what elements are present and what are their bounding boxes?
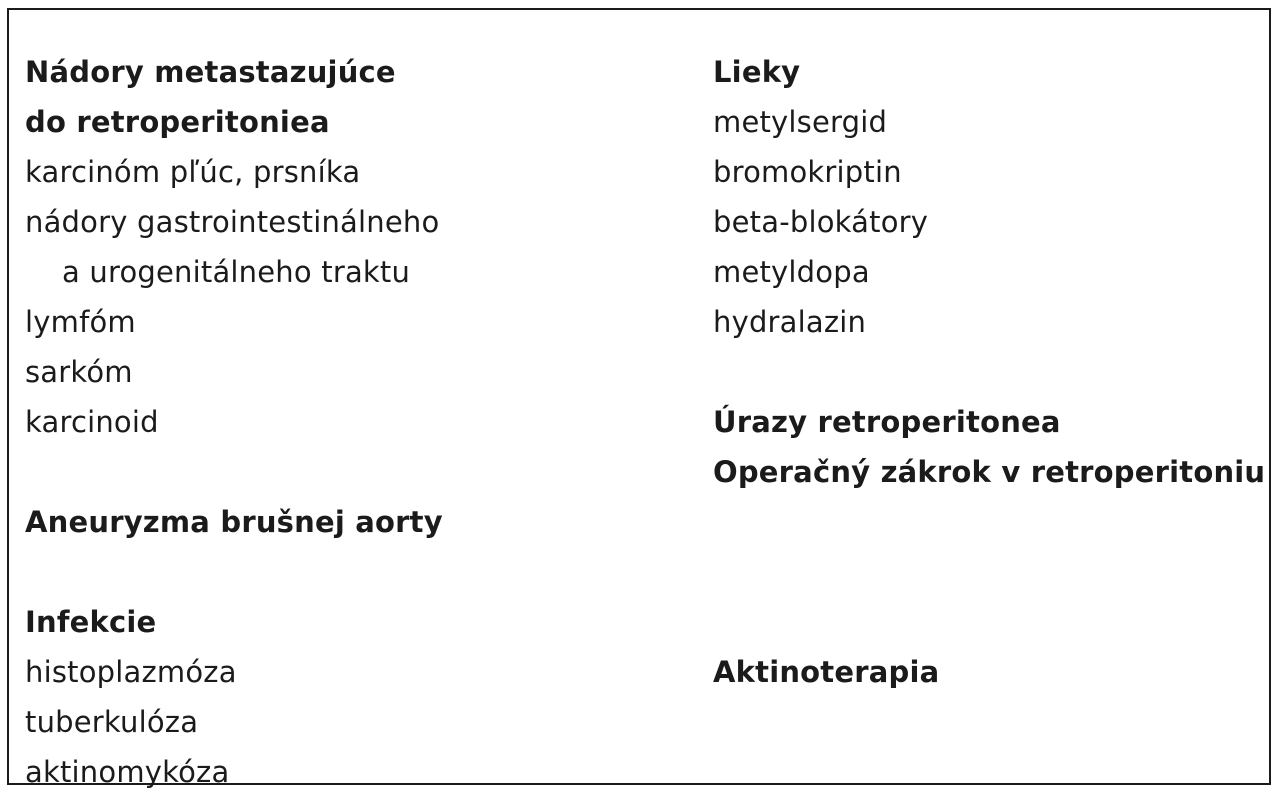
tumor-item: sarkóm [25, 355, 133, 389]
drug-item: metylsergid [713, 105, 888, 139]
infection-item: aktinomykóza [25, 755, 230, 789]
spacer [25, 547, 443, 597]
left-column [25, 47, 443, 797]
tumor-item: lymfóm [25, 305, 136, 339]
spacer [713, 497, 1265, 547]
tumor-item-continuation: a urogenitálneho traktu [62, 255, 411, 289]
tumor-item: karcinóm pľúc, prsníka [25, 155, 361, 189]
spacer [713, 347, 1265, 397]
aneurysm-heading: Aneuryzma brušnej aorty [25, 505, 443, 539]
table-frame [7, 8, 1271, 789]
right-column [713, 47, 1265, 697]
spacer [713, 597, 1265, 647]
surgery-heading: Operačný zákrok v retroperitoniu [713, 455, 1266, 489]
radiotherapy-heading: Aktinoterapia [713, 655, 940, 689]
tumor-item: karcinoid [25, 405, 159, 439]
drugs-heading: Lieky [713, 55, 801, 89]
drug-item: beta-blokátory [713, 205, 929, 239]
tumors-heading-line-2: do retroperitoniea [25, 105, 330, 139]
tumors-heading-line-1: Nádory metastazujúce [25, 55, 396, 89]
spacer [713, 547, 1265, 597]
drug-item: bromokriptin [713, 155, 902, 189]
drug-item: hydralazin [713, 305, 867, 339]
spacer [25, 447, 443, 497]
infection-item: histoplazmóza [25, 655, 237, 689]
infections-heading: Infekcie [25, 605, 157, 639]
tumor-item: nádory gastrointestinálneho [25, 205, 440, 239]
trauma-heading: Úrazy retroperitonea [713, 405, 1061, 439]
drug-item: metyldopa [713, 255, 870, 289]
infection-item: tuberkulóza [25, 705, 199, 739]
